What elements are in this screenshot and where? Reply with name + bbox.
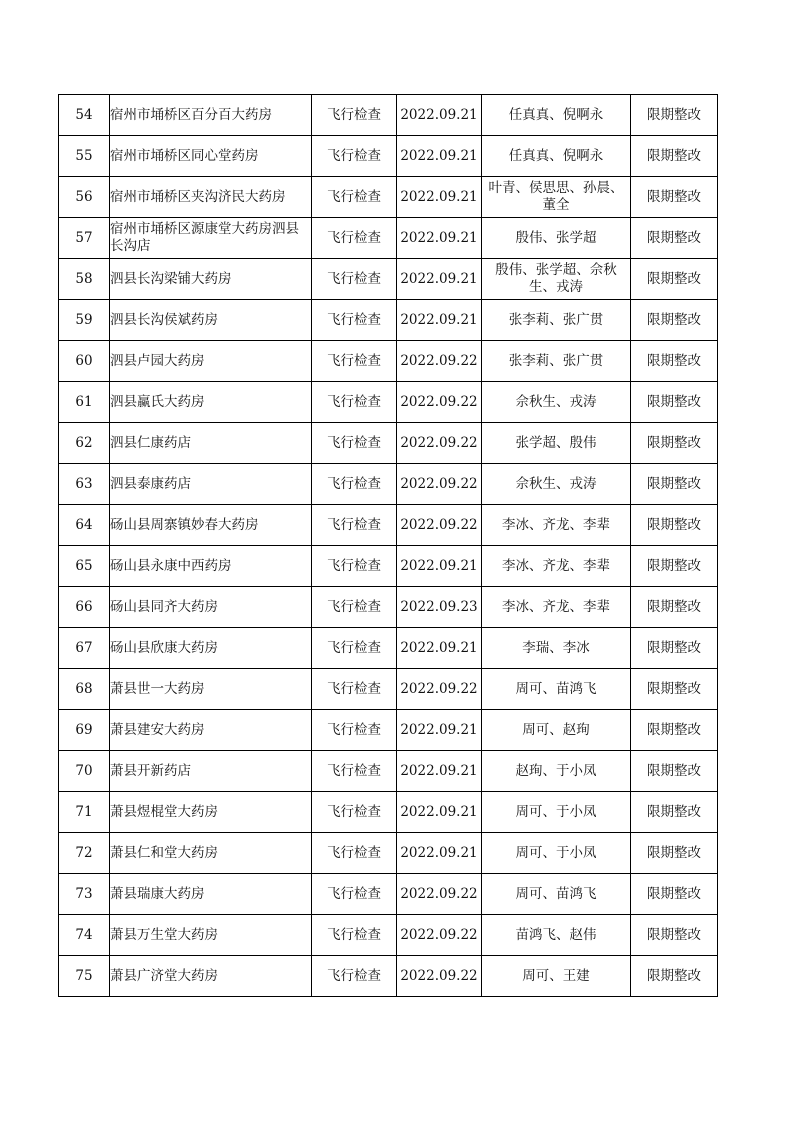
inspectors-cell: 张李莉、张广贯 — [482, 300, 631, 341]
pharmacy-name-cell: 宿州市埇桥区百分百大药房 — [110, 95, 312, 136]
row-number-cell: 55 — [59, 136, 110, 177]
inspection-type-cell: 飞行检查 — [312, 136, 397, 177]
inspection-date-cell: 2022.09.21 — [397, 218, 482, 259]
pharmacy-name-cell: 萧县万生堂大药房 — [110, 915, 312, 956]
pharmacy-name-cell: 砀山县周寨镇妙春大药房 — [110, 505, 312, 546]
result-cell: 限期整改 — [631, 710, 718, 751]
row-number-cell: 63 — [59, 464, 110, 505]
inspection-date-cell: 2022.09.21 — [397, 792, 482, 833]
row-number-cell: 75 — [59, 956, 110, 997]
pharmacy-name-cell: 萧县建安大药房 — [110, 710, 312, 751]
pharmacy-name-cell: 宿州市埇桥区源康堂大药房泗县长沟店 — [110, 218, 312, 259]
pharmacy-name-cell: 泗县仁康药店 — [110, 423, 312, 464]
row-number-cell: 67 — [59, 628, 110, 669]
row-number-cell: 56 — [59, 177, 110, 218]
inspection-type-cell: 飞行检查 — [312, 95, 397, 136]
result-cell: 限期整改 — [631, 136, 718, 177]
table-row — [59, 915, 718, 956]
inspection-date-cell: 2022.09.21 — [397, 95, 482, 136]
pharmacy-name-cell: 泗县长沟梁铺大药房 — [110, 259, 312, 300]
result-cell: 限期整改 — [631, 464, 718, 505]
result-cell: 限期整改 — [631, 341, 718, 382]
pharmacy-name-cell: 萧县仁和堂大药房 — [110, 833, 312, 874]
inspection-date-cell: 2022.09.22 — [397, 505, 482, 546]
inspectors-cell: 殷伟、张学超、佘秋生、戎涛 — [482, 259, 631, 300]
inspectors-cell: 李冰、齐龙、李辈 — [482, 546, 631, 587]
pharmacy-name-cell: 泗县长沟侯斌药房 — [110, 300, 312, 341]
pharmacy-name-cell: 萧县世一大药房 — [110, 669, 312, 710]
row-number-cell: 68 — [59, 669, 110, 710]
pharmacy-name-cell: 萧县煜棍堂大药房 — [110, 792, 312, 833]
inspectors-cell: 周可、于小凤 — [482, 833, 631, 874]
row-number-cell: 60 — [59, 341, 110, 382]
table-row — [59, 587, 718, 628]
table-row — [59, 710, 718, 751]
inspection-type-cell: 飞行检查 — [312, 300, 397, 341]
table-row — [59, 792, 718, 833]
table-row — [59, 300, 718, 341]
result-cell: 限期整改 — [631, 546, 718, 587]
pharmacy-name-cell: 萧县开新药店 — [110, 751, 312, 792]
table-row — [59, 95, 718, 136]
inspectors-cell: 殷伟、张学超 — [482, 218, 631, 259]
table-row — [59, 259, 718, 300]
inspectors-cell: 李冰、齐龙、李辈 — [482, 505, 631, 546]
inspection-date-cell: 2022.09.22 — [397, 341, 482, 382]
table-row — [59, 751, 718, 792]
pharmacy-name-cell: 泗县泰康药店 — [110, 464, 312, 505]
inspection-date-cell: 2022.09.22 — [397, 464, 482, 505]
row-number-cell: 62 — [59, 423, 110, 464]
inspection-table — [58, 94, 718, 997]
row-number-cell: 58 — [59, 259, 110, 300]
table-row — [59, 833, 718, 874]
inspection-type-cell: 飞行检查 — [312, 464, 397, 505]
inspectors-cell: 叶青、侯思思、孙晨、董全 — [482, 177, 631, 218]
result-cell: 限期整改 — [631, 915, 718, 956]
inspection-type-cell: 飞行检查 — [312, 628, 397, 669]
inspection-date-cell: 2022.09.21 — [397, 710, 482, 751]
inspection-type-cell: 飞行检查 — [312, 710, 397, 751]
pharmacy-name-cell: 萧县广济堂大药房 — [110, 956, 312, 997]
pharmacy-name-cell: 宿州市埇桥区同心堂药房 — [110, 136, 312, 177]
pharmacy-name-cell: 泗县赢氏大药房 — [110, 382, 312, 423]
table-row — [59, 669, 718, 710]
inspectors-cell: 佘秋生、戎涛 — [482, 464, 631, 505]
inspectors-cell: 苗鸿飞、赵伟 — [482, 915, 631, 956]
result-cell: 限期整改 — [631, 95, 718, 136]
result-cell: 限期整改 — [631, 423, 718, 464]
inspection-type-cell: 飞行检查 — [312, 669, 397, 710]
inspectors-cell: 赵珣、于小凤 — [482, 751, 631, 792]
inspection-type-cell: 飞行检查 — [312, 382, 397, 423]
inspection-date-cell: 2022.09.21 — [397, 177, 482, 218]
table-row — [59, 136, 718, 177]
inspection-type-cell: 飞行检查 — [312, 915, 397, 956]
inspection-date-cell: 2022.09.21 — [397, 751, 482, 792]
inspection-type-cell: 飞行检查 — [312, 751, 397, 792]
row-number-cell: 57 — [59, 218, 110, 259]
pharmacy-name-cell: 萧县瑞康大药房 — [110, 874, 312, 915]
result-cell: 限期整改 — [631, 587, 718, 628]
inspectors-cell: 任真真、倪啊永 — [482, 136, 631, 177]
inspection-date-cell: 2022.09.21 — [397, 259, 482, 300]
result-cell: 限期整改 — [631, 218, 718, 259]
row-number-cell: 69 — [59, 710, 110, 751]
inspectors-cell: 李瑞、李冰 — [482, 628, 631, 669]
table-row — [59, 382, 718, 423]
table-row — [59, 341, 718, 382]
inspectors-cell: 周可、于小凤 — [482, 792, 631, 833]
inspection-type-cell: 飞行检查 — [312, 259, 397, 300]
inspection-date-cell: 2022.09.21 — [397, 833, 482, 874]
result-cell: 限期整改 — [631, 874, 718, 915]
inspection-date-cell: 2022.09.21 — [397, 136, 482, 177]
inspectors-cell: 李冰、齐龙、李辈 — [482, 587, 631, 628]
inspectors-cell: 周可、赵珣 — [482, 710, 631, 751]
inspectors-cell: 任真真、倪啊永 — [482, 95, 631, 136]
result-cell: 限期整改 — [631, 628, 718, 669]
inspection-date-cell: 2022.09.22 — [397, 382, 482, 423]
inspectors-cell: 周可、苗鸿飞 — [482, 669, 631, 710]
row-number-cell: 74 — [59, 915, 110, 956]
inspection-date-cell: 2022.09.23 — [397, 587, 482, 628]
row-number-cell: 64 — [59, 505, 110, 546]
inspection-type-cell: 飞行检查 — [312, 792, 397, 833]
result-cell: 限期整改 — [631, 833, 718, 874]
pharmacy-name-cell: 砀山县同齐大药房 — [110, 587, 312, 628]
table-row — [59, 505, 718, 546]
inspection-type-cell: 飞行检查 — [312, 341, 397, 382]
inspection-date-cell: 2022.09.21 — [397, 546, 482, 587]
table-row — [59, 546, 718, 587]
inspectors-cell: 周可、王建 — [482, 956, 631, 997]
result-cell: 限期整改 — [631, 956, 718, 997]
row-number-cell: 70 — [59, 751, 110, 792]
result-cell: 限期整改 — [631, 792, 718, 833]
row-number-cell: 61 — [59, 382, 110, 423]
table-row — [59, 956, 718, 997]
row-number-cell: 54 — [59, 95, 110, 136]
row-number-cell: 59 — [59, 300, 110, 341]
pharmacy-name-cell: 砀山县欣康大药房 — [110, 628, 312, 669]
table-row — [59, 874, 718, 915]
inspection-type-cell: 飞行检查 — [312, 218, 397, 259]
result-cell: 限期整改 — [631, 300, 718, 341]
row-number-cell: 65 — [59, 546, 110, 587]
row-number-cell: 66 — [59, 587, 110, 628]
result-cell: 限期整改 — [631, 669, 718, 710]
inspection-date-cell: 2022.09.21 — [397, 300, 482, 341]
inspection-type-cell: 飞行检查 — [312, 546, 397, 587]
table-row — [59, 177, 718, 218]
inspection-date-cell: 2022.09.22 — [397, 956, 482, 997]
inspectors-cell: 张学超、殷伟 — [482, 423, 631, 464]
inspection-type-cell: 飞行检查 — [312, 587, 397, 628]
inspection-table-body — [59, 95, 718, 997]
inspection-type-cell: 飞行检查 — [312, 177, 397, 218]
row-number-cell: 71 — [59, 792, 110, 833]
inspection-type-cell: 飞行检查 — [312, 956, 397, 997]
inspection-date-cell: 2022.09.22 — [397, 874, 482, 915]
inspection-type-cell: 飞行检查 — [312, 833, 397, 874]
result-cell: 限期整改 — [631, 177, 718, 218]
inspection-type-cell: 飞行检查 — [312, 505, 397, 546]
inspection-date-cell: 2022.09.22 — [397, 423, 482, 464]
inspectors-cell: 周可、苗鸿飞 — [482, 874, 631, 915]
row-number-cell: 73 — [59, 874, 110, 915]
pharmacy-name-cell: 宿州市埇桥区夹沟济民大药房 — [110, 177, 312, 218]
result-cell: 限期整改 — [631, 382, 718, 423]
row-number-cell: 72 — [59, 833, 110, 874]
result-cell: 限期整改 — [631, 505, 718, 546]
table-row — [59, 218, 718, 259]
pharmacy-name-cell: 泗县卢园大药房 — [110, 341, 312, 382]
pharmacy-name-cell: 砀山县永康中西药房 — [110, 546, 312, 587]
result-cell: 限期整改 — [631, 259, 718, 300]
inspection-date-cell: 2022.09.22 — [397, 669, 482, 710]
result-cell: 限期整改 — [631, 751, 718, 792]
inspectors-cell: 佘秋生、戎涛 — [482, 382, 631, 423]
table-row — [59, 423, 718, 464]
table-row — [59, 628, 718, 669]
inspectors-cell: 张李莉、张广贯 — [482, 341, 631, 382]
inspection-date-cell: 2022.09.21 — [397, 628, 482, 669]
inspection-type-cell: 飞行检查 — [312, 874, 397, 915]
inspection-type-cell: 飞行检查 — [312, 423, 397, 464]
table-row — [59, 464, 718, 505]
inspection-date-cell: 2022.09.22 — [397, 915, 482, 956]
